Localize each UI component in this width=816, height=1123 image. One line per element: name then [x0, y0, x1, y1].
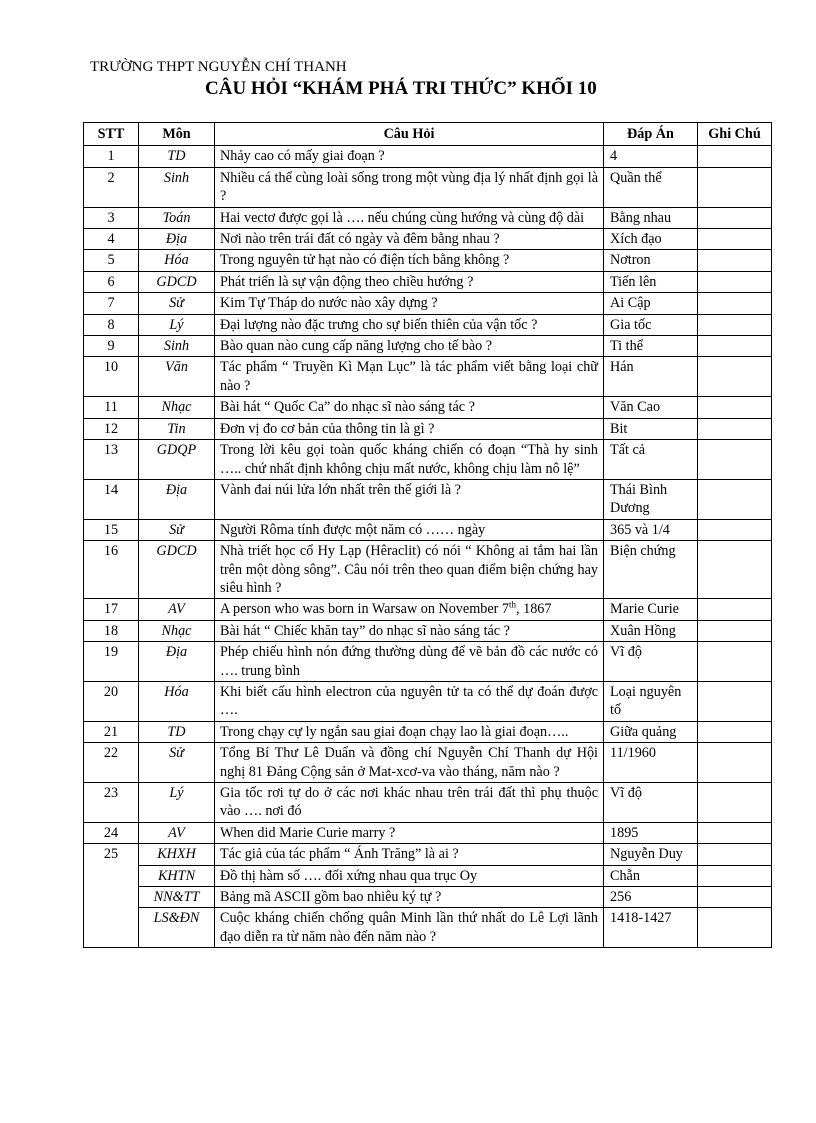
table-row: [84, 599, 772, 620]
row-number: 11: [84, 397, 139, 418]
row-answer: Vĩ độ: [604, 642, 698, 682]
row-number: 14: [84, 479, 139, 519]
row-number: 21: [84, 721, 139, 742]
row-question: Nhà triết học cổ Hy Lạp (Hêraclit) có nói “ Không ai tắm hai lần trên một dòng sông”. Câu nói trên theo quan điểm biện chứng hay siêu hình ?: [215, 541, 604, 599]
table-row: [84, 822, 772, 843]
row-answer: Văn Cao: [604, 397, 698, 418]
row-number: 22: [84, 743, 139, 783]
row-subject: LS&ĐN: [139, 908, 215, 948]
table-row: [84, 721, 772, 742]
row-answer: Xích đạo: [604, 229, 698, 250]
table-row: [84, 844, 772, 865]
row-answer: Xuân Hồng: [604, 620, 698, 641]
row-number: 9: [84, 336, 139, 357]
row-subject: TD: [139, 146, 215, 167]
row-question: Đơn vị đo cơ bản của thông tin là gì ?: [215, 418, 604, 439]
row-answer: Bằng nhau: [604, 207, 698, 228]
table-row: [84, 167, 772, 207]
row-question: Tác giả của tác phẩm “ Ánh Trăng” là ai ?: [215, 844, 604, 865]
row-note: [698, 314, 772, 335]
row-subject: NN&TT: [139, 887, 215, 908]
row-number: 18: [84, 620, 139, 641]
table-row: [84, 418, 772, 439]
table-row: [84, 887, 772, 908]
header-note: Ghi Chú: [698, 123, 772, 146]
row-note: [698, 519, 772, 540]
row-number: 1: [84, 146, 139, 167]
row-note: [698, 865, 772, 886]
row-question: Đồ thị hàm số …. đối xứng nhau qua trục Oy: [215, 865, 604, 886]
row-subject: Tin: [139, 418, 215, 439]
row-question: When did Marie Curie marry ?: [215, 822, 604, 843]
row-note: [698, 620, 772, 641]
table-row: [84, 908, 772, 948]
row-question: Trong chạy cự ly ngắn sau giai đoạn chạy lao là giai đoạn…..: [215, 721, 604, 742]
row-answer: Tất cả: [604, 440, 698, 480]
table-row: [84, 743, 772, 783]
row-question: Cuộc kháng chiến chống quân Minh lần thứ nhất do Lê Lợi lãnh đạo diễn ra từ năm nào đến năm nào ?: [215, 908, 604, 948]
row-subject: Sinh: [139, 167, 215, 207]
table-row: [84, 865, 772, 886]
row-answer: 11/1960: [604, 743, 698, 783]
row-question: Bài hát “ Quốc Ca” do nhạc sĩ nào sáng tác ?: [215, 397, 604, 418]
row-answer: 365 và 1/4: [604, 519, 698, 540]
row-number: 24: [84, 822, 139, 843]
row-subject: Nhạc: [139, 620, 215, 641]
table-row: [84, 681, 772, 721]
row-number: 10: [84, 357, 139, 397]
row-answer: Loại nguyên tố: [604, 681, 698, 721]
row-number: 25: [84, 844, 139, 948]
row-answer: Giữa quảng: [604, 721, 698, 742]
row-note: [698, 681, 772, 721]
table-row: [84, 229, 772, 250]
row-number: 15: [84, 519, 139, 540]
row-question: Bào quan nào cung cấp năng lượng cho tế bào ?: [215, 336, 604, 357]
row-number: 5: [84, 250, 139, 271]
row-question: Nơi nào trên trái đất có ngày và đêm bằng nhau ?: [215, 229, 604, 250]
row-subject: AV: [139, 599, 215, 620]
row-question: Khi biết cấu hình electron của nguyên tử ta có thể dự đoán được ….: [215, 681, 604, 721]
row-note: [698, 783, 772, 823]
row-note: [698, 479, 772, 519]
row-subject: Văn: [139, 357, 215, 397]
row-note: [698, 743, 772, 783]
table-row: [84, 620, 772, 641]
row-subject: Lý: [139, 783, 215, 823]
row-answer: 4: [604, 146, 698, 167]
row-question: Đại lượng nào đặc trưng cho sự biến thiên của vận tốc ?: [215, 314, 604, 335]
row-subject: KHTN: [139, 865, 215, 886]
row-question-text: A person who was born in Warsaw on November 7: [220, 601, 509, 618]
row-subject: Hóa: [139, 681, 215, 721]
row-number: 13: [84, 440, 139, 480]
row-number: 3: [84, 207, 139, 228]
row-subject: Toán: [139, 207, 215, 228]
row-subject: Địa: [139, 642, 215, 682]
row-note: [698, 357, 772, 397]
row-subject: Hóa: [139, 250, 215, 271]
row-subject: Sử: [139, 519, 215, 540]
row-question: Phát triển là sự vận động theo chiều hướng ?: [215, 271, 604, 292]
header-stt: STT: [84, 123, 139, 146]
row-answer: Marie Curie: [604, 599, 698, 620]
row-question-text-end: , 1867: [516, 601, 552, 618]
row-question: Bài hát “ Chiếc khăn tay” do nhạc sĩ nào sáng tác ?: [215, 620, 604, 641]
row-subject: Địa: [139, 229, 215, 250]
table-row: [84, 271, 772, 292]
row-subject: Sử: [139, 293, 215, 314]
row-number: 2: [84, 167, 139, 207]
row-note: [698, 271, 772, 292]
table-row: [84, 314, 772, 335]
table-row: [84, 479, 772, 519]
row-question: Trong nguyên tử hạt nào có điện tích bằng không ?: [215, 250, 604, 271]
table-row: [84, 642, 772, 682]
row-question: [215, 599, 604, 620]
row-answer: Tiến lên: [604, 271, 698, 292]
row-answer: Gia tốc: [604, 314, 698, 335]
row-question: Người Rôma tính được một năm có …… ngày: [215, 519, 604, 540]
row-note: [698, 167, 772, 207]
row-number: 17: [84, 599, 139, 620]
row-answer: Ti thể: [604, 336, 698, 357]
table-row: [84, 146, 772, 167]
row-note: [698, 336, 772, 357]
table-row: [84, 440, 772, 480]
table-row: [84, 207, 772, 228]
row-note: [698, 541, 772, 599]
row-note: [698, 599, 772, 620]
header-question: Câu Hỏi: [215, 123, 604, 146]
row-answer: Bit: [604, 418, 698, 439]
row-number: 8: [84, 314, 139, 335]
row-answer: Biện chứng: [604, 541, 698, 599]
row-subject: KHXH: [139, 844, 215, 865]
row-subject: Địa: [139, 479, 215, 519]
row-note: [698, 440, 772, 480]
row-number: 6: [84, 271, 139, 292]
row-number: 23: [84, 783, 139, 823]
row-subject: TD: [139, 721, 215, 742]
row-question: Gia tốc rơi tự do ở các nơi khác nhau trên trái đất thì phụ thuộc vào …. nơi đó: [215, 783, 604, 823]
row-answer: 1418-1427: [604, 908, 698, 948]
row-answer: Ai Cập: [604, 293, 698, 314]
row-question: Trong lời kêu gọi toàn quốc kháng chiến có đoạn “Thà hy sinh ….. chứ nhất định không chịu mất nước, không chịu làm nô lệ”: [215, 440, 604, 480]
row-answer: 1895: [604, 822, 698, 843]
table-row: [84, 336, 772, 357]
row-subject: Nhạc: [139, 397, 215, 418]
row-subject: AV: [139, 822, 215, 843]
row-subject: GDCD: [139, 541, 215, 599]
row-note: [698, 207, 772, 228]
row-question: Tổng Bí Thư Lê Duẩn và đồng chí Nguyễn Chí Thanh dự Hội nghị 81 Đảng Cộng sản ở Mat-xcơ-va vào tháng, năm nào ?: [215, 743, 604, 783]
row-answer: Vĩ độ: [604, 783, 698, 823]
row-question-superscript: th: [509, 599, 517, 610]
row-subject: Sinh: [139, 336, 215, 357]
row-answer: Quần thể: [604, 167, 698, 207]
row-note: [698, 887, 772, 908]
row-number: 16: [84, 541, 139, 599]
quiz-table: [83, 122, 772, 948]
page-title: CÂU HỎI “KHÁM PHÁ TRI THỨC” KHỐI 10: [205, 78, 597, 99]
table-row: [84, 357, 772, 397]
table-row: [84, 783, 772, 823]
row-answer: Nguyễn Duy: [604, 844, 698, 865]
table-row: [84, 250, 772, 271]
row-note: [698, 822, 772, 843]
row-number: 19: [84, 642, 139, 682]
row-note: [698, 721, 772, 742]
row-note: [698, 642, 772, 682]
table-row: [84, 541, 772, 599]
header-subject: Môn: [139, 123, 215, 146]
table-header-row: [84, 123, 772, 146]
row-question: Kim Tự Tháp do nước nào xây dựng ?: [215, 293, 604, 314]
row-number: 12: [84, 418, 139, 439]
row-note: [698, 146, 772, 167]
row-subject: GDCD: [139, 271, 215, 292]
row-note: [698, 397, 772, 418]
row-note: [698, 229, 772, 250]
row-answer: Nơtron: [604, 250, 698, 271]
school-name: TRƯỜNG THPT NGUYỄN CHÍ THANH: [90, 59, 347, 75]
header-answer: Đáp Án: [604, 123, 698, 146]
table-row: [84, 397, 772, 418]
row-question: Bảng mã ASCII gồm bao nhiêu ký tự ?: [215, 887, 604, 908]
table-row: [84, 519, 772, 540]
row-answer: Thái Bình Dương: [604, 479, 698, 519]
table-row: [84, 293, 772, 314]
row-question: Nhiều cá thể cùng loài sống trong một vùng địa lý nhất định gọi là ?: [215, 167, 604, 207]
row-note: [698, 908, 772, 948]
row-number: 7: [84, 293, 139, 314]
row-question: Phép chiếu hình nón đứng thường dùng để vẽ bản đồ các nước có …. trung bình: [215, 642, 604, 682]
row-answer: 256: [604, 887, 698, 908]
row-note: [698, 293, 772, 314]
row-number: 4: [84, 229, 139, 250]
row-question: Tác phẩm “ Truyền Kì Mạn Lục” là tác phẩm viết bằng loại chữ nào ?: [215, 357, 604, 397]
row-question: Hai vectơ được gọi là …. nếu chúng cùng hướng và cùng độ dài: [215, 207, 604, 228]
row-question: Vành đai núi lửa lớn nhất trên thế giới là ?: [215, 479, 604, 519]
row-note: [698, 844, 772, 865]
row-question: Nhảy cao có mấy giai đoạn ?: [215, 146, 604, 167]
row-note: [698, 418, 772, 439]
row-subject: GDQP: [139, 440, 215, 480]
row-subject: Lý: [139, 314, 215, 335]
row-number: 20: [84, 681, 139, 721]
row-answer: Chẵn: [604, 865, 698, 886]
row-note: [698, 250, 772, 271]
row-answer: Hán: [604, 357, 698, 397]
row-subject: Sử: [139, 743, 215, 783]
